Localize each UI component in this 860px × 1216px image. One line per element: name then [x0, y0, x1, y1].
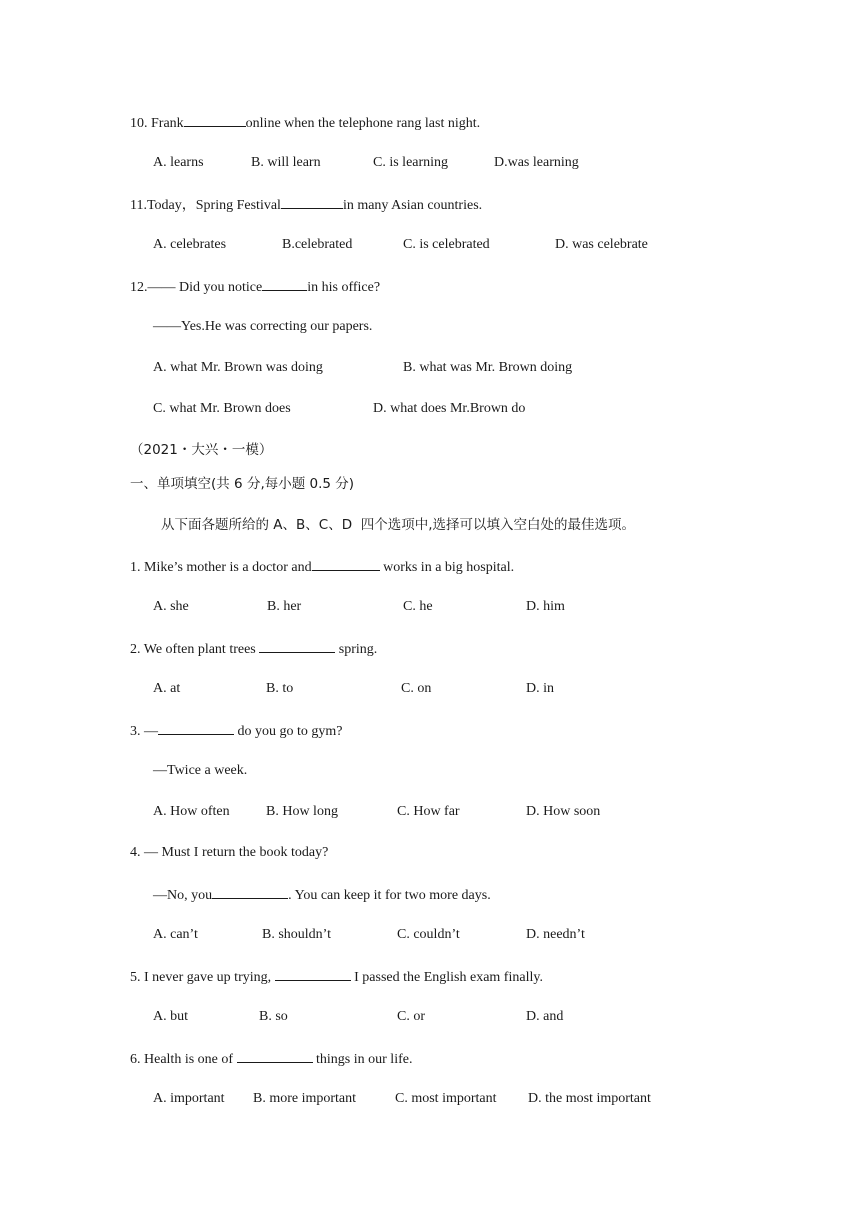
stem-text: in many Asian countries.	[342, 198, 483, 213]
option-c: C. or	[397, 1009, 425, 1024]
stem-text: 6. Health is one of	[130, 1052, 237, 1067]
option-a: A. important	[153, 1091, 225, 1106]
question-1-stem	[130, 557, 514, 577]
option-c: C. couldn’t	[397, 927, 460, 942]
question-5-stem	[130, 967, 543, 987]
option-d: D. in	[526, 681, 554, 696]
stem-text: online when the telephone rang last night.	[245, 116, 481, 131]
option-d: D. needn’t	[526, 927, 585, 942]
option-c: C. on	[401, 681, 432, 696]
question-2-stem	[130, 639, 377, 659]
question-11-stem	[130, 195, 482, 215]
question-12-stem	[130, 277, 380, 297]
option-d: D. and	[526, 1009, 564, 1024]
option-b: B.celebrated	[282, 237, 353, 252]
question-6-stem	[130, 1049, 412, 1069]
option-c: C. what Mr. Brown does	[153, 401, 291, 416]
option-d: D. the most important	[528, 1091, 651, 1106]
question-3-stem	[130, 721, 343, 741]
reply-text: —No, you	[153, 888, 213, 903]
option-c: C. How far	[397, 804, 460, 819]
answer-blank	[259, 639, 335, 653]
stem-text: do you go to gym?	[234, 724, 343, 739]
option-b: B. what was Mr. Brown doing	[403, 360, 573, 375]
reply-text: . You can keep it for two more days.	[288, 888, 491, 903]
answer-blank	[184, 113, 246, 127]
answer-blank	[262, 277, 307, 291]
option-a: A. what Mr. Brown was doing	[153, 360, 323, 375]
option-c: C. is learning	[373, 155, 449, 170]
question-4-stem: 4. — Must I return the book today?	[130, 845, 329, 860]
option-b: B. How long	[266, 804, 338, 819]
option-d: D.was learning	[494, 155, 579, 170]
stem-text: in his office?	[307, 280, 381, 295]
stem-text: 11.Today，Spring Festival	[130, 198, 281, 213]
stem-text: I passed the English exam finally.	[350, 970, 543, 985]
stem-text: 1. Mike’s mother is a doctor and	[130, 560, 312, 575]
answer-blank	[275, 967, 351, 981]
answer-blank	[158, 721, 234, 735]
option-a: A. but	[153, 1009, 188, 1024]
option-a: A. How often	[153, 804, 230, 819]
option-a: A. learns	[153, 155, 204, 170]
section-instruction: 从下面各题所给的 A、B、C、D 四个选项中,选择可以填入空白处的最佳选项。	[161, 517, 635, 533]
answer-blank	[212, 885, 288, 899]
option-a: A. can’t	[153, 927, 198, 942]
question-10-stem	[130, 113, 480, 133]
stem-text: 2. We often plant trees	[130, 642, 260, 657]
option-c: C. most important	[395, 1091, 497, 1106]
option-b: B. shouldn’t	[262, 927, 331, 942]
option-b: B. to	[266, 681, 294, 696]
source-tag: （2021・大兴・一模）	[130, 442, 273, 458]
option-b: B. will learn	[251, 155, 321, 170]
answer-blank	[281, 195, 343, 209]
question-4-reply	[153, 885, 491, 905]
section-heading: 一、单项填空(共 6 分,每小题 0.5 分)	[130, 476, 355, 492]
stem-text: 10. Frank	[130, 116, 184, 131]
stem-text: 12.—— Did you notice	[130, 280, 263, 295]
option-d: D. him	[526, 599, 565, 614]
option-d: D. How soon	[526, 804, 601, 819]
option-a: A. at	[153, 681, 181, 696]
stem-text: spring.	[335, 642, 378, 657]
option-b: B. her	[267, 599, 302, 614]
question-3-reply: —Twice a week.	[153, 763, 248, 778]
option-b: B. more important	[253, 1091, 357, 1106]
option-a: A. she	[153, 599, 189, 614]
stem-text: 5. I never gave up trying,	[130, 970, 275, 985]
question-12-reply: ——Yes.He was correcting our papers.	[153, 319, 373, 334]
answer-blank	[312, 557, 380, 571]
option-d: D. was celebrate	[555, 237, 648, 252]
option-c: C. he	[403, 599, 433, 614]
answer-blank	[237, 1049, 313, 1063]
stem-text: 3. —	[130, 724, 158, 739]
stem-text: works in a big hospital.	[379, 560, 515, 575]
option-b: B. so	[259, 1009, 288, 1024]
option-d: D. what does Mr.Brown do	[373, 401, 526, 416]
option-c: C. is celebrated	[403, 237, 490, 252]
stem-text: things in our life.	[312, 1052, 413, 1067]
option-a: A. celebrates	[153, 237, 227, 252]
